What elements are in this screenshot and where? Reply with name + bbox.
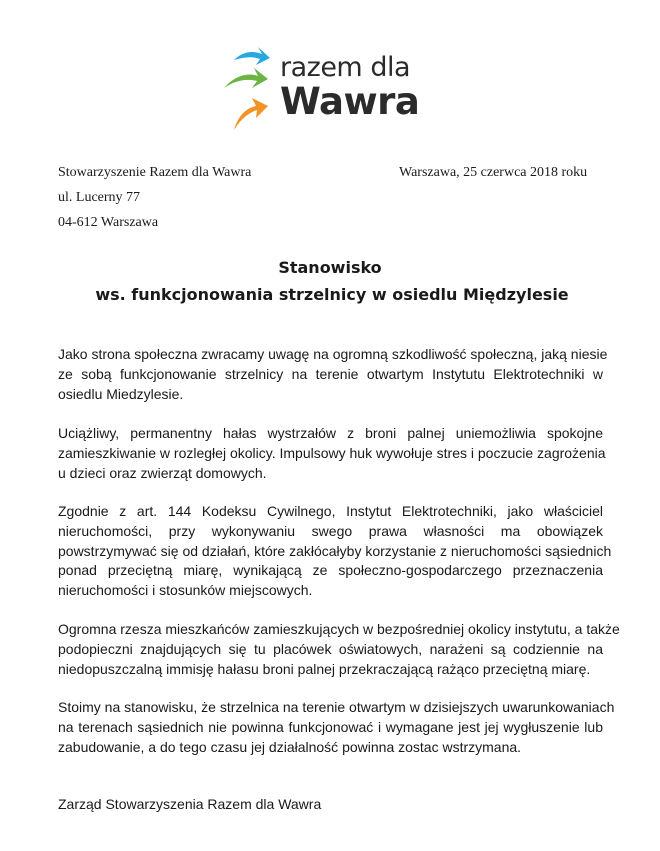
logo — [222, 44, 420, 136]
document-subtitle: ws. funkcjonowania strzelnicy w osiedlu Międzylesie — [95, 285, 569, 304]
paragraph-line: ze sobą funkcjonowanie strzelnicy na terenie otwartym Instytutu Elektrotechniki w — [58, 365, 603, 382]
logo-arrows-icon — [222, 46, 282, 136]
paragraph-3 — [58, 502, 612, 601]
logo-arrow-bottom — [234, 98, 268, 130]
sender-city: 04-612 Warszawa — [58, 215, 159, 230]
logo-arrow-middle — [224, 68, 268, 88]
paragraph-line: u dzieci oraz zwierząt domowych. — [58, 464, 267, 481]
paragraph-line: Jako strona społeczna zwracamy uwagę na ogromną szkodliwość społeczną, jaką niesie — [58, 346, 608, 362]
sender-street: ul. Lucerny 77 — [58, 190, 141, 205]
paragraph-line: ponad przeciętną miarę, wynikającą ze społeczno-gospodarczego przeznaczenia — [58, 562, 603, 579]
paragraph-line: nieruchomości, przy wykonywaniu swego prawa własności ma obowiązek — [58, 522, 603, 539]
paragraph-line: Uciążliwy, permanentny hałas wystrzałów z broni palnej uniemożliwia spokojne — [58, 425, 603, 441]
logo-text-line1: razem dla — [280, 52, 410, 83]
paragraph-line: Stoimy na stanowisku, że strzelnica na terenie otwartym w dzisiejszych uwarunkowaniach — [58, 699, 615, 715]
paragraph-line: zamieszkiwanie w rozległej okolicy. Impulsowy huk wywołuje stres i poczucie zagrożenia — [58, 444, 606, 461]
logo-arrow-top — [234, 47, 270, 65]
paragraph-1 — [58, 345, 608, 404]
paragraph-4 — [58, 620, 620, 679]
paragraph-line: nieruchomości i stosunków miejscowych. — [58, 582, 313, 599]
paragraph-line: Ogromna rzesza mieszkańców zamieszkujących w bezpośredniej okolicy instytutu, a także — [58, 621, 620, 637]
paragraph-line: niedopuszczalną immisję hałasu broni palnej przekraczającą rażąco przeciętną miarę. — [58, 660, 591, 677]
document-title: Stanowisko — [278, 258, 382, 277]
paragraph-5 — [58, 698, 615, 757]
paragraph-2 — [58, 424, 606, 483]
paragraph-line: powstrzymywać się od działań, które zakłócałyby korzystanie z nieruchomości sąsiednich — [58, 542, 612, 559]
paragraph-line: na terenach sąsiednich nie powinna funkcjonować i wymagane jest jej wygłuszenie lub — [58, 718, 603, 735]
sender-name: Stowarzyszenie Razem dla Wawra — [58, 165, 252, 180]
paragraph-line: podopieczni znajdujących się tu placówek oświatowych, narażeni są codziennie na — [58, 640, 603, 657]
paragraph-line: osiedlu Miedzylesie. — [58, 385, 184, 402]
logo-text-line2: Wawra — [280, 80, 420, 123]
document-date: Warszawa, 25 czerwca 2018 roku — [399, 165, 588, 180]
paragraph-line: Zgodnie z art. 144 Kodeksu Cywilnego, Instytut Elektrotechniki, jako właściciel — [58, 503, 603, 519]
paragraph-line: zabudowanie, a do tego czasu jej działalność powinna zostac wstrzymana. — [58, 738, 522, 755]
signature: Zarząd Stowarzyszenia Razem dla Wawra — [58, 796, 322, 812]
